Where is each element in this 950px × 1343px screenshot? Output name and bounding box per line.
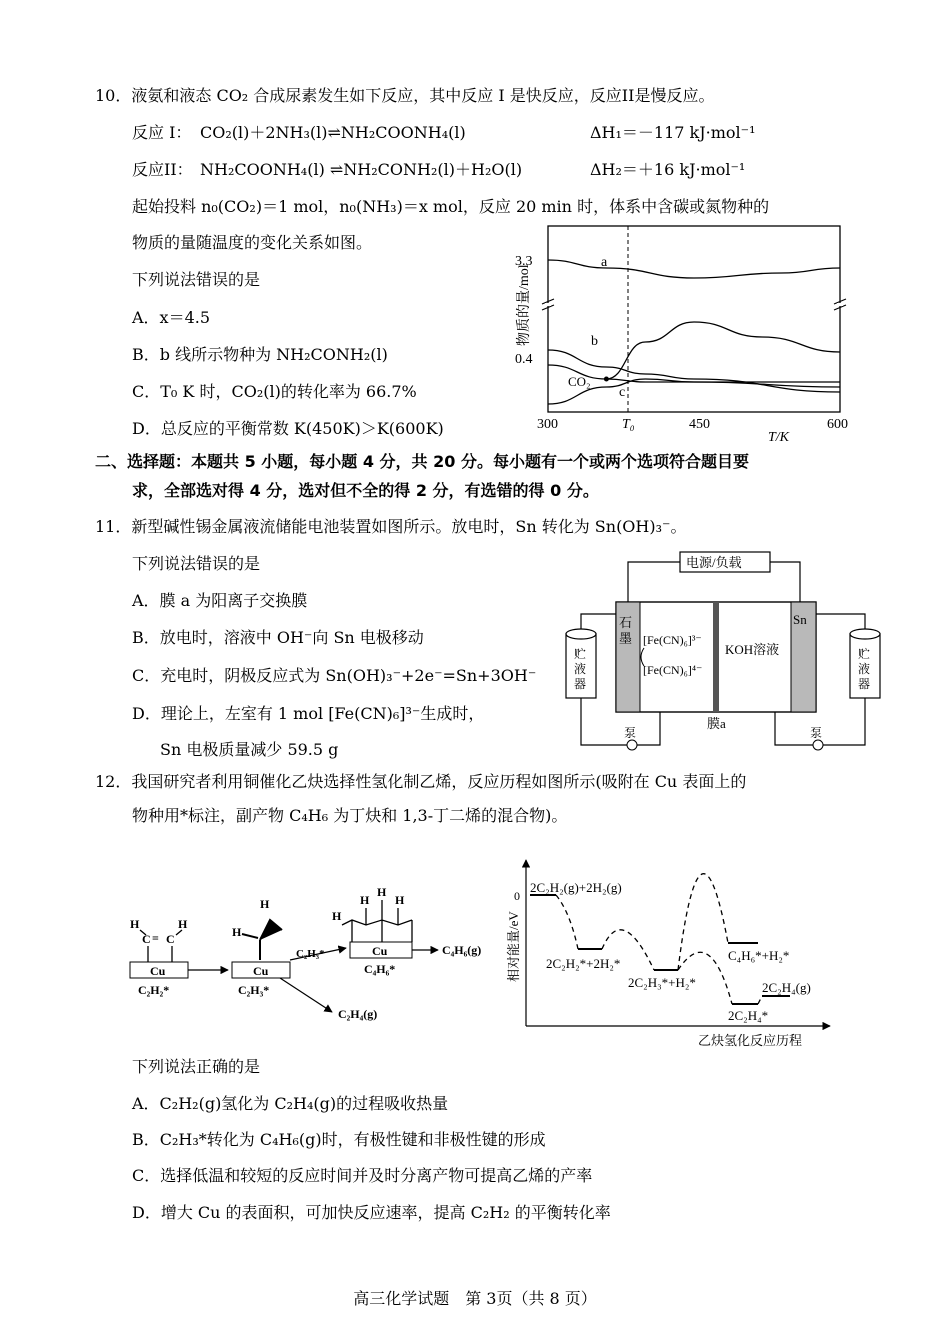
svg-text:器: 器 [574,677,587,691]
q10-chart [505,220,860,445]
q10-r1-dh: ΔH₁＝－117 kJ·mol⁻¹ [590,123,756,142]
q10-r2-dh: ΔH₂＝＋16 kJ·mol⁻¹ [590,160,746,179]
membrane-label: 膜a [707,716,726,731]
intersection-point [604,377,609,382]
state-1: 2C₂H₂(g)+2H₂(g) [530,880,622,895]
label-co2: CO₂ [568,374,591,389]
series-line-named-0 [548,260,840,278]
cu-label-3: Cu [372,944,388,958]
graphite-label-2: 墨 [619,631,633,646]
x-tick-300: 300 [537,417,558,432]
q10-r2-eq: NH₂COONH₄(l) ⇌NH₂CONH₂(l)＋H₂O(l) [200,160,523,179]
right-pump [813,740,823,750]
left-pump-label: 泵 [624,726,637,740]
svg-text:贮: 贮 [574,647,587,661]
svg-text:=: = [152,931,159,945]
c4h6-label: C₄H₆* [364,962,396,976]
x-axis-label: T/K [768,430,790,445]
left-pump [627,740,637,750]
q11-stem: 11．新型碱性锡金属液流储能电池装置如图所示。放电时，Sn 转化为 Sn(OH)₃⁻。 [95,517,687,536]
x-tick-600: 600 [827,417,848,432]
svg-text:C: C [166,932,175,946]
label-b: b [591,334,598,349]
sn-label: Sn [793,612,807,627]
q10-option-a: A．x＝4.5 [132,308,211,327]
svg-text:贮: 贮 [858,647,871,661]
y-tick-3.3: 3.3 [515,254,533,269]
q12-option-b: B．C₂H₃*转化为 C₄H₆(g)时，有极性键和非极性键的形成 [132,1130,546,1149]
q10-option-d: D．总反应的平衡常数 K(450K)＞K(600K) [132,419,444,438]
q10-r1-label: 反应 I： [132,123,192,142]
series-line-unlabeled-4 [606,322,840,379]
cu-label-1: Cu [150,964,166,978]
section2-line2: 求，全部选对得 4 分，选对但不全的得 2 分，有选错的得 0 分。 [132,481,599,500]
q10-ask: 下列说法错误的是 [132,270,261,289]
q11-option-c: C．充电时，阴极反应式为 Sn(OH)₃⁻+2e⁻=Sn+3OH⁻ [132,666,537,685]
left-tank [566,629,596,698]
svg-text:H: H [377,885,387,899]
q12-mechanism-figure [120,880,500,1030]
fe3-label: [Fe(CN)₆]³⁻ [643,633,702,647]
svg-text:H: H [395,893,405,907]
svg-text:H: H [260,897,270,911]
y-axis-label: 物质的量/mol [517,264,532,346]
svg-text:H: H [332,909,342,923]
energy-zero: 0 [514,889,520,903]
state-3: 2C₂H₃*+H₂* [628,975,696,990]
svg-text:液: 液 [858,662,871,676]
page-footer: 高三化学试题 第 3页（共 8 页） [353,1289,597,1308]
q10-option-c: C．T₀ K 时，CO₂(l)的转化率为 66.7% [132,382,417,401]
x-tick-t0: T₀ [622,417,635,432]
path-5 [758,996,762,1004]
power-label: 电源/负载 [686,555,742,570]
path-1 [556,895,578,949]
c2h4g-label: C₂H₄(g) [338,1007,378,1021]
path-3 [678,874,728,970]
q12-energy-diagram [500,842,840,1050]
membrane-a [713,602,719,712]
q10-condition: 起始投料 n₀(CO₂)＝1 mol，n₀(NH₃)＝x mol，反应 20 min 时，体系中含碳或氮物种的 [132,197,770,216]
q12-stem-1: 12．我国研究者利用铜催化乙炔选择性氢化制乙烯，反应历程如图所示(吸附在 Cu 表面上的 [95,772,747,791]
svg-text:H: H [178,917,188,931]
q10-condition-2: 物质的量随温度的变化关系如图。 [132,233,373,252]
x-tick-450: 450 [689,417,710,432]
q11-option-a: A．膜 a 为阳离子交换膜 [132,591,308,610]
series-line-named-2 [548,379,840,404]
state-2: 2C₂H₂*+2H₂* [546,956,621,971]
graphite-label-1: 石 [619,615,633,630]
state-5: 2C₂H₄* [728,1008,769,1023]
c2h3-label: C₂H₃* [238,983,270,997]
q10-stem: 10．液氨和液态 CO₂ 合成尿素发生如下反应，其中反应 I 是快反应，反应II是慢反应。 [95,86,715,105]
svg-text:器: 器 [858,677,871,691]
energy-y-label: 相对能量/eV [506,911,521,982]
energy-x-label: 乙炔氢化反应历程 [698,1033,803,1048]
q10-r2-label: 反应II： [132,160,193,179]
q12-ask: 下列说法正确的是 [132,1057,261,1076]
q12-option-c: C．选择低温和较短的反应时间并及时分离产物可提高乙烯的产率 [132,1166,593,1185]
q11-option-d-cont: Sn 电极质量减少 59.5 g [160,740,339,759]
koh-label: KOH溶液 [725,642,780,657]
cu-label-2: Cu [253,964,269,978]
state-6: 2C₂H₄(g) [762,980,811,995]
svg-text:液: 液 [574,662,587,676]
svg-text:H: H [360,893,370,907]
q12-option-a: A．C₂H₂(g)氢化为 C₂H₄(g)的过程吸收热量 [132,1094,449,1113]
section2-line1: 二、选择题：本题共 5 小题，每小题 4 分，共 20 分。每小题有一个或两个选项符合题目要 [95,452,749,471]
c2h2-label: C₂H₂* [138,983,170,997]
q12-option-d: D．增大 Cu 的表面积，可加快反应速率，提高 C₂H₂ 的平衡转化率 [132,1203,611,1222]
q11-option-b: B．放电时，溶液中 OH⁻向 Sn 电极移动 [132,628,424,647]
c4h6g-label: C₄H₆(g) [442,943,482,957]
chart-frame [548,226,840,412]
q10-r1-eq: CO₂(l)＋2NH₃(l)⇌NH₂COONH₄(l) [200,123,466,142]
svg-text:C: C [142,932,151,946]
right-pump-label: 泵 [810,726,823,740]
y-tick-0.4: 0.4 [515,352,533,367]
q11-battery-figure [560,550,890,755]
q11-option-d: D．理论上，左室有 1 mol [Fe(CN)₆]³⁻生成时， [132,704,485,723]
q11-ask: 下列说法错误的是 [132,554,261,573]
right-tank [850,629,880,698]
label-c: c [619,385,626,400]
svg-text:H: H [130,917,140,931]
label-a: a [601,255,608,270]
q10-option-b: B．b 线所示物种为 NH₂CONH₂(l) [132,345,388,364]
svg-text:H: H [232,925,242,939]
state-4: C₄H₆*+H₂* [728,948,790,963]
q12-stem-2: 物种用*标注，副产物 C₄H₆ 为丁炔和 1,3-丁二烯的混合物)。 [132,806,568,825]
c2h3-arrow-label: C₂H₃* [296,948,325,960]
fe4-label: [Fe(CN)₆]⁴⁻ [643,663,703,677]
